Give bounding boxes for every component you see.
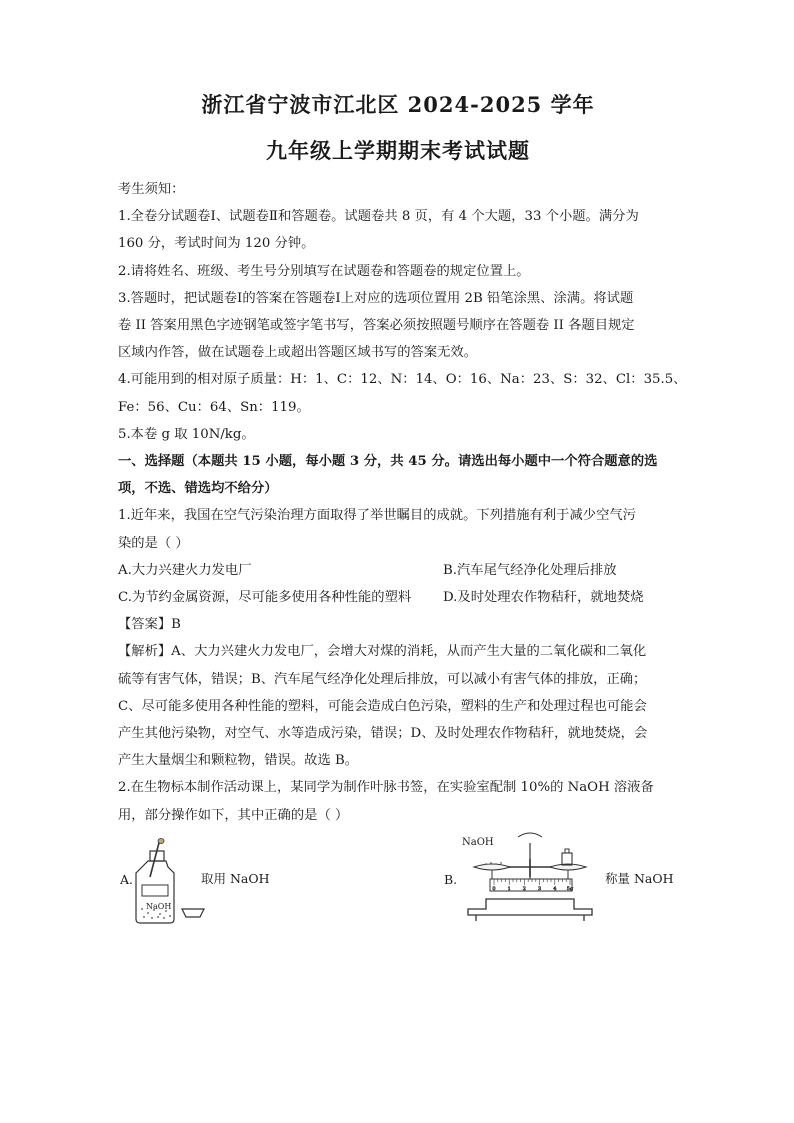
bottle-label: NaOH: [146, 901, 172, 911]
analysis-line: 硫等有害气体，错误；B、汽车尾气经净化处理后排放，可以减小有害气体的排放，正确；: [118, 671, 647, 687]
figure-a-letter: A.: [120, 871, 134, 887]
notice-line: 4.可能用到的相对原子质量：H：1、C：12、N：14、O：16、Na：23、S：32、Cl：35.5、: [118, 372, 687, 388]
page-title: 浙江省宁波市江北区 2024-2025 学年: [201, 92, 595, 117]
notice-line: 1.全卷分试题卷Ⅰ、试题卷Ⅱ和答题卷。试题卷共 8 页，有 4 个大题，33 个小题。满分为: [118, 209, 639, 225]
figure-a-caption: 取用 NaOH: [201, 870, 270, 886]
notice-line: 160 分，考试时间为 120 分钟。: [118, 236, 315, 252]
analysis-line: 产生大量烟尘和颗粒物，错误。故选 B。: [118, 753, 359, 769]
option-b: B.汽车尾气经净化处理后排放: [443, 562, 617, 578]
pan-label: NaOH: [462, 836, 494, 848]
analysis-line: C、尽可能多使用各种性能的塑料，可能会造成白色污染，塑料的生产和处理过程也可能会: [118, 698, 647, 714]
scale-mark-label: 0: [492, 885, 496, 892]
exam-body: [118, 176, 687, 939]
notice-line: 卷 II 答案用黑色字迹钢笔或签字笔书写，答案必须按照题号顺序在答题卷 II 各题目规定: [118, 318, 635, 334]
option-d: D.及时处理农作物秸秆，就地焚烧: [443, 590, 644, 606]
section-heading: 项，不选、错选均不给分）: [118, 481, 278, 497]
notice-line: Fe：56、Cu：64、Sn：119。: [118, 399, 310, 415]
notice-heading: 考生须知：: [118, 182, 185, 197]
answer-line: 【答案】B: [118, 617, 181, 633]
question-stem: 1.近年来，我国在空气污染治理方面取得了举世瞩目的成就。下列措施有利于减少空气污: [118, 508, 636, 524]
notice-line: 5.本卷 g 取 10N/kg。: [118, 426, 255, 442]
exam-page: [118, 90, 687, 939]
figure-b-caption: 称量 NaOH: [605, 870, 674, 886]
notice-line: 2.请将姓名、班级、考生号分别填写在试题卷和答题卷的规定位置上。: [118, 263, 530, 279]
notice-line: 3.答题时，把试题卷Ⅰ的答案在答题卷Ⅰ上对应的选项位置用 2B 铅笔涂黑、涂满。将试题: [118, 290, 634, 306]
scale-mark-label: 3: [538, 885, 542, 892]
section-heading: 一、选择题（本题共 15 小题，每小题 3 分，共 45 分。请选出每小题中一个符合题意的选: [118, 454, 658, 470]
scale-mark-label: 5g: [566, 885, 574, 892]
scale-mark-label: 2: [522, 885, 526, 892]
analysis-line: 【解析】A、大力兴建火力发电厂，会增大对煤的消耗，从而产生大量的二氧化碳和二氧化: [118, 644, 647, 660]
option-row: [118, 584, 678, 611]
scale-mark-label: 4: [553, 885, 557, 892]
option-c: C.为节约金属资源，尽可能多使用各种性能的塑料: [118, 590, 412, 606]
option-a: A.大力兴建火力发电厂: [118, 562, 252, 578]
figure-b-letter: B.: [444, 871, 458, 887]
option-row: [118, 557, 678, 584]
notice-line: 区域内作答，做在试题卷上或超出答题区域书写的答案无效。: [118, 345, 478, 361]
figure-row: [118, 829, 678, 939]
analysis-line: 产生其他污染物，对空气、水等造成污染，错误；D、及时处理农作物秸秆，就地焚烧，会: [118, 726, 648, 742]
question-stem: 用，部分操作如下，其中正确的是（ ）: [118, 807, 349, 823]
page-subtitle: 九年级上学期期末考试试题: [266, 138, 530, 163]
scale-mark-label: 1: [507, 885, 511, 892]
question-stem: 2.在生物标本制作活动课上，某同学为制作叶脉书签，在实验室配制 10%的 NaOH 溶液备: [118, 780, 654, 796]
question-stem: 染的是（ ）: [118, 535, 189, 551]
